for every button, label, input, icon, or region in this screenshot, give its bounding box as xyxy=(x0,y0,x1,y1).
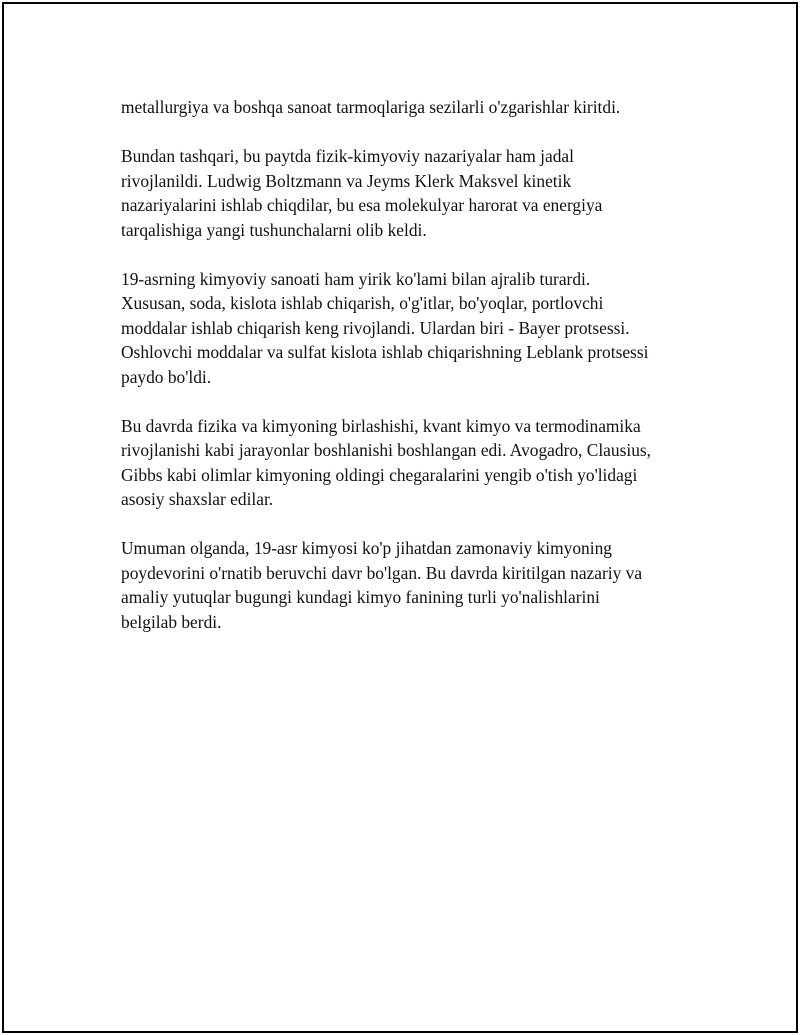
text-line: poydevorini o'rnatib beruvchi davr bo'lgan. Bu davrda kiritilgan nazariy va xyxy=(121,562,643,583)
text-line: Xususan, soda, kislota ishlab chiqarish, o'g'itlar, bo'yoqlar, portlovchi xyxy=(121,293,604,313)
text-line: nazariyalarini ishlab chiqdilar, bu esa molekulyar harorat va energiya xyxy=(121,195,603,215)
document-body xyxy=(121,95,706,634)
paragraph-2 xyxy=(121,144,706,242)
text-line: Gibbs kabi olimlar kimyoning oldingi chegaralarini yengib o'tish yo'lidagi xyxy=(121,464,638,485)
paragraph-1 xyxy=(121,95,706,120)
text-line: rivojlanishi kabi jarayonlar boshlanishi boshlangan edi. Avogadro, Clausius, xyxy=(121,440,652,460)
text-line: moddalar ishlab chiqarish keng rivojlandi. Ulardan biri - Bayer protsessi. xyxy=(121,317,630,338)
text-line: rivojlanildi. Ludwig Boltzmann va Jeyms Klerk Maksvel kinetik xyxy=(121,170,572,191)
paragraph-5 xyxy=(121,536,706,634)
document-page xyxy=(2,2,798,1033)
text-line: amaliy yutuqlar bugungi kundagi kimyo fanining turli yo'nalishlarini xyxy=(121,587,600,607)
text-line: Umuman olganda, 19-asr kimyosi ko'p jihatdan zamonaviy kimyoning xyxy=(121,538,612,558)
text-line: Oshlovchi moddalar va sulfat kislota ishlab chiqarishning Leblank protsessi xyxy=(121,342,649,362)
text-line: 19-asrning kimyoviy sanoati ham yirik ko'lami bilan ajralib turardi. xyxy=(121,268,591,289)
text-line: belgilab berdi. xyxy=(121,611,222,632)
paragraph-4 xyxy=(121,414,706,512)
text-line: asosiy shaxslar edilar. xyxy=(121,489,274,509)
text-line: paydo bo'ldi. xyxy=(121,366,212,387)
text-line: metallurgiya va boshqa sanoat tarmoqlariga sezilarli o'zgarishlar kiritdi. xyxy=(121,97,621,117)
text-line: Bu davrda fizika va kimyoning birlashishi, kvant kimyo va termodinamika xyxy=(121,415,641,436)
text-line: Bundan tashqari, bu paytda fizik-kimyoviy nazariyalar ham jadal xyxy=(121,146,574,166)
paragraph-3 xyxy=(121,267,706,390)
text-line: tarqalishiga yangi tushunchalarni olib keldi. xyxy=(121,219,427,240)
